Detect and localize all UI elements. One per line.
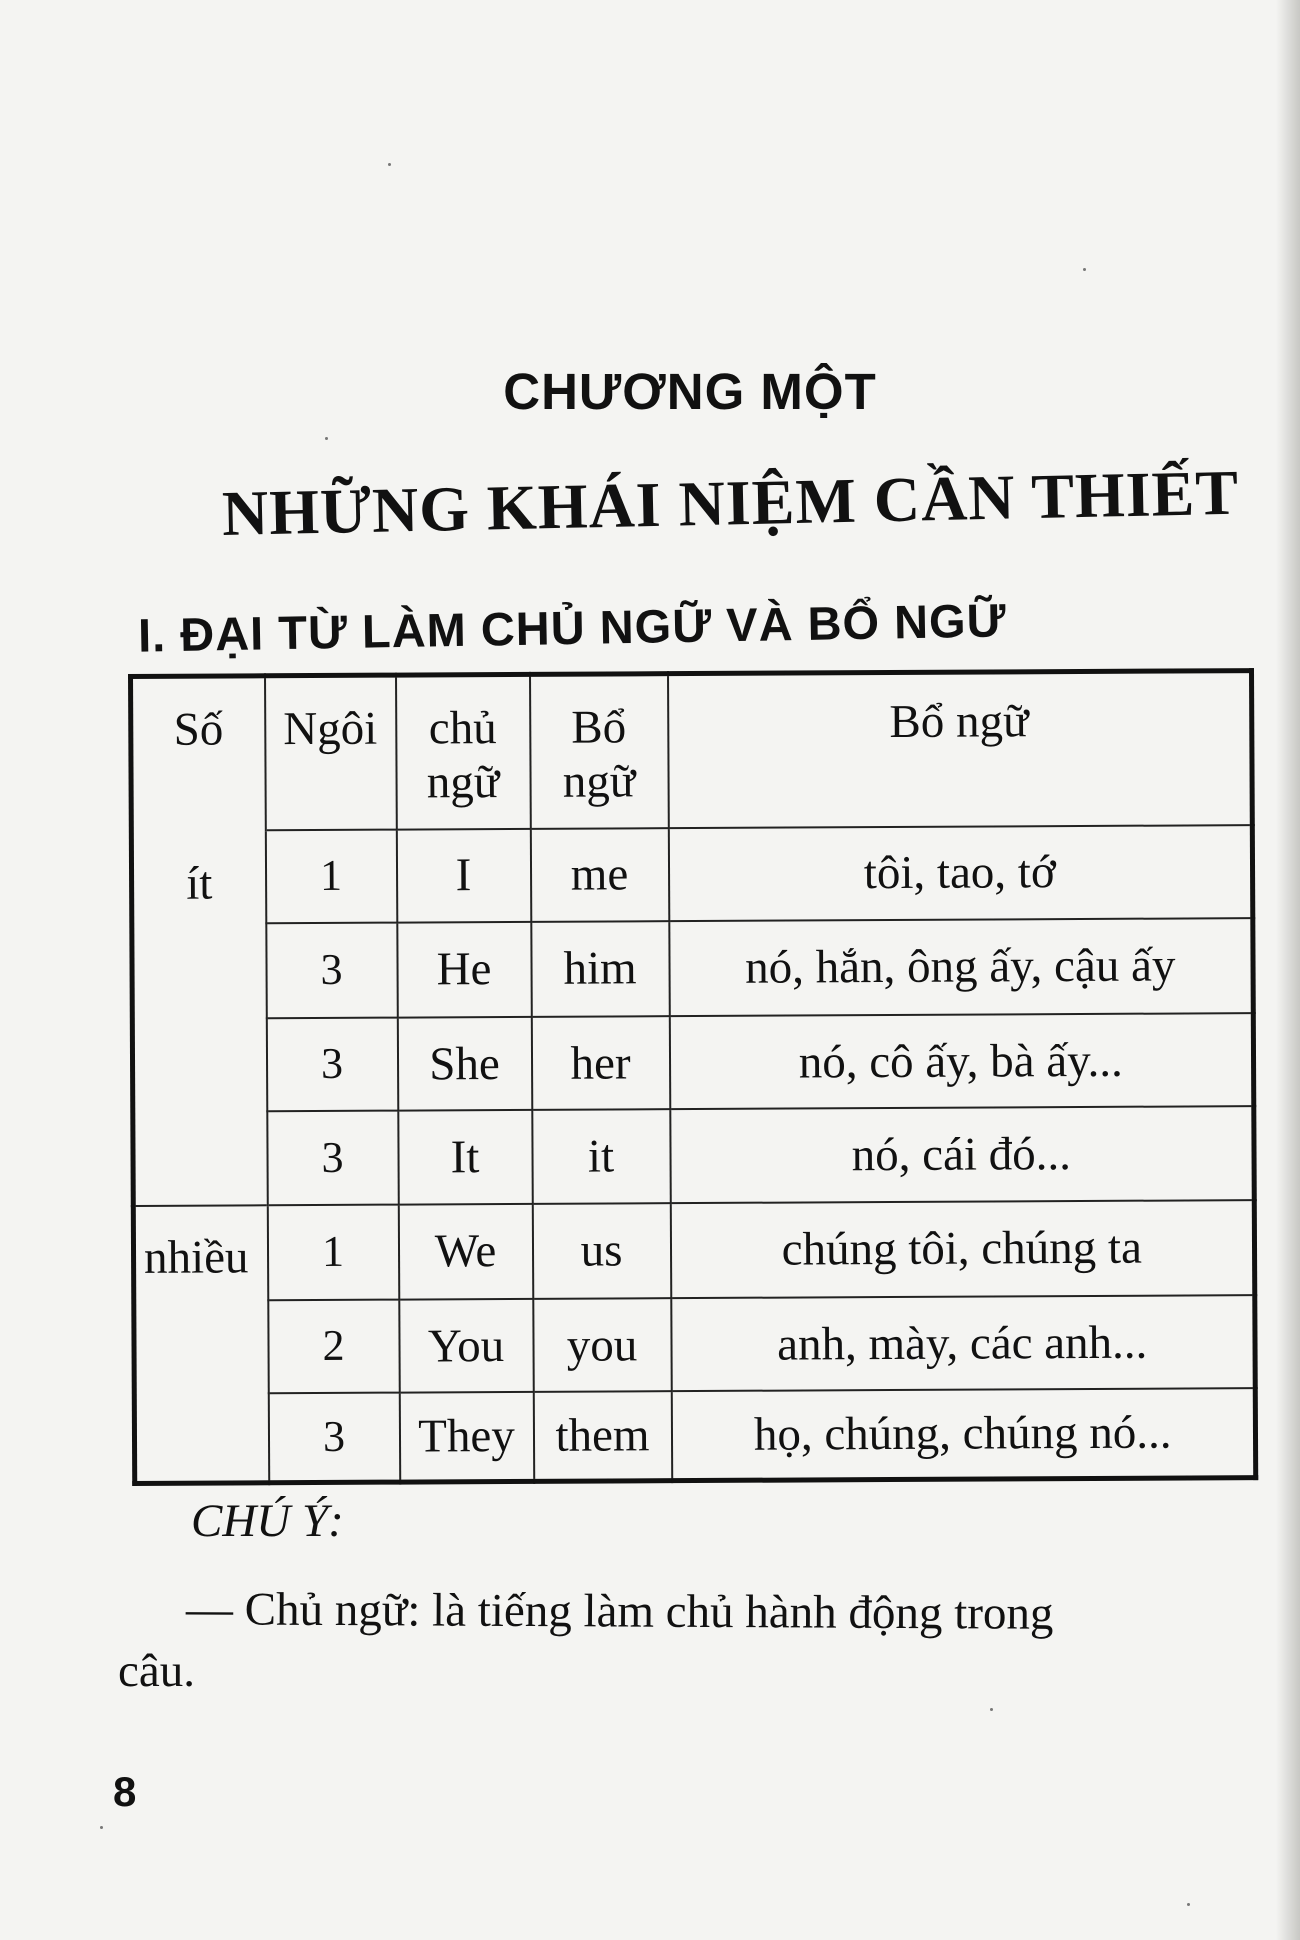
table-row (131, 825, 1252, 924)
chapter-label: CHƯƠNG MỘT (503, 363, 877, 420)
subject-cell: They (399, 1392, 533, 1482)
header-meaning: Bổ ngữ (668, 671, 1253, 828)
scan-speck (990, 1708, 993, 1711)
meaning-cell: họ, chúng, chúng nó... (671, 1388, 1255, 1480)
subject-cell: He (397, 922, 531, 1018)
subject-cell: She (397, 1017, 531, 1111)
pronoun-table-container (128, 668, 1258, 1486)
header-object-line1: Bổ (571, 701, 627, 754)
subject-cell: You (399, 1299, 533, 1393)
person-cell: 2 (268, 1300, 399, 1394)
header-subject-line2: ngữ (426, 756, 500, 809)
subject-cell: We (398, 1204, 532, 1300)
table-row (134, 1295, 1255, 1394)
meaning-cell: tôi, tao, tớ (668, 825, 1252, 921)
header-subject (396, 674, 531, 829)
header-object-line2: ngữ (562, 755, 636, 808)
meaning-cell: nó, hắn, ông ấy, cậu ấy (669, 918, 1253, 1016)
object-cell: us (532, 1203, 670, 1299)
chapter-title: NHỮNG KHÁI NIỆM CẦN THIẾT (221, 456, 1240, 550)
table-row (132, 1013, 1253, 1112)
scan-speck (1083, 268, 1086, 271)
group-singular: ít (131, 830, 267, 1206)
scan-speck (1187, 1903, 1190, 1906)
object-cell: it (532, 1110, 670, 1204)
scan-speck (325, 437, 328, 440)
subject-cell: It (398, 1110, 532, 1204)
header-object (530, 674, 669, 829)
pronoun-table (128, 668, 1258, 1486)
table-row (132, 918, 1253, 1019)
person-cell: 3 (268, 1393, 399, 1483)
page-edge-shadow (1276, 0, 1300, 1940)
object-cell: her (531, 1016, 669, 1110)
meaning-cell: chúng tôi, chúng ta (670, 1200, 1254, 1298)
table-row (133, 1200, 1254, 1301)
person-cell: 3 (267, 1111, 398, 1205)
section-title: I. ĐẠI TỪ LÀM CHỦ NGỮ VÀ BỔ NGỮ (137, 593, 1008, 662)
meaning-cell: anh, mày, các anh... (671, 1295, 1255, 1391)
person-cell: 3 (266, 922, 397, 1018)
object-cell: me (530, 828, 668, 922)
note-text-line2: câu. (118, 1645, 195, 1697)
object-cell: you (533, 1298, 671, 1392)
scan-speck (388, 163, 391, 166)
table-row (133, 1107, 1254, 1206)
table-row (134, 1388, 1255, 1483)
person-cell: 1 (265, 829, 396, 923)
note-title: CHÚ Ý: (191, 1495, 344, 1547)
header-subject-line1: chủ (428, 702, 497, 755)
meaning-cell: nó, cái đó... (670, 1107, 1254, 1203)
group-plural: nhiều (133, 1205, 268, 1484)
subject-cell: I (396, 828, 530, 922)
header-person: Ngôi (265, 675, 397, 830)
person-cell: 1 (267, 1204, 398, 1300)
table-header-row (131, 671, 1253, 831)
scan-speck (100, 1826, 103, 1829)
header-number: Số (131, 676, 266, 831)
person-cell: 3 (266, 1018, 397, 1112)
object-cell: them (533, 1391, 671, 1481)
object-cell: him (531, 921, 669, 1017)
note-text-line1: — Chủ ngữ: là tiếng làm chủ hành động trong (185, 1583, 1054, 1640)
meaning-cell: nó, cô ấy, bà ấy... (669, 1013, 1253, 1109)
page-number: 8 (113, 1768, 137, 1815)
